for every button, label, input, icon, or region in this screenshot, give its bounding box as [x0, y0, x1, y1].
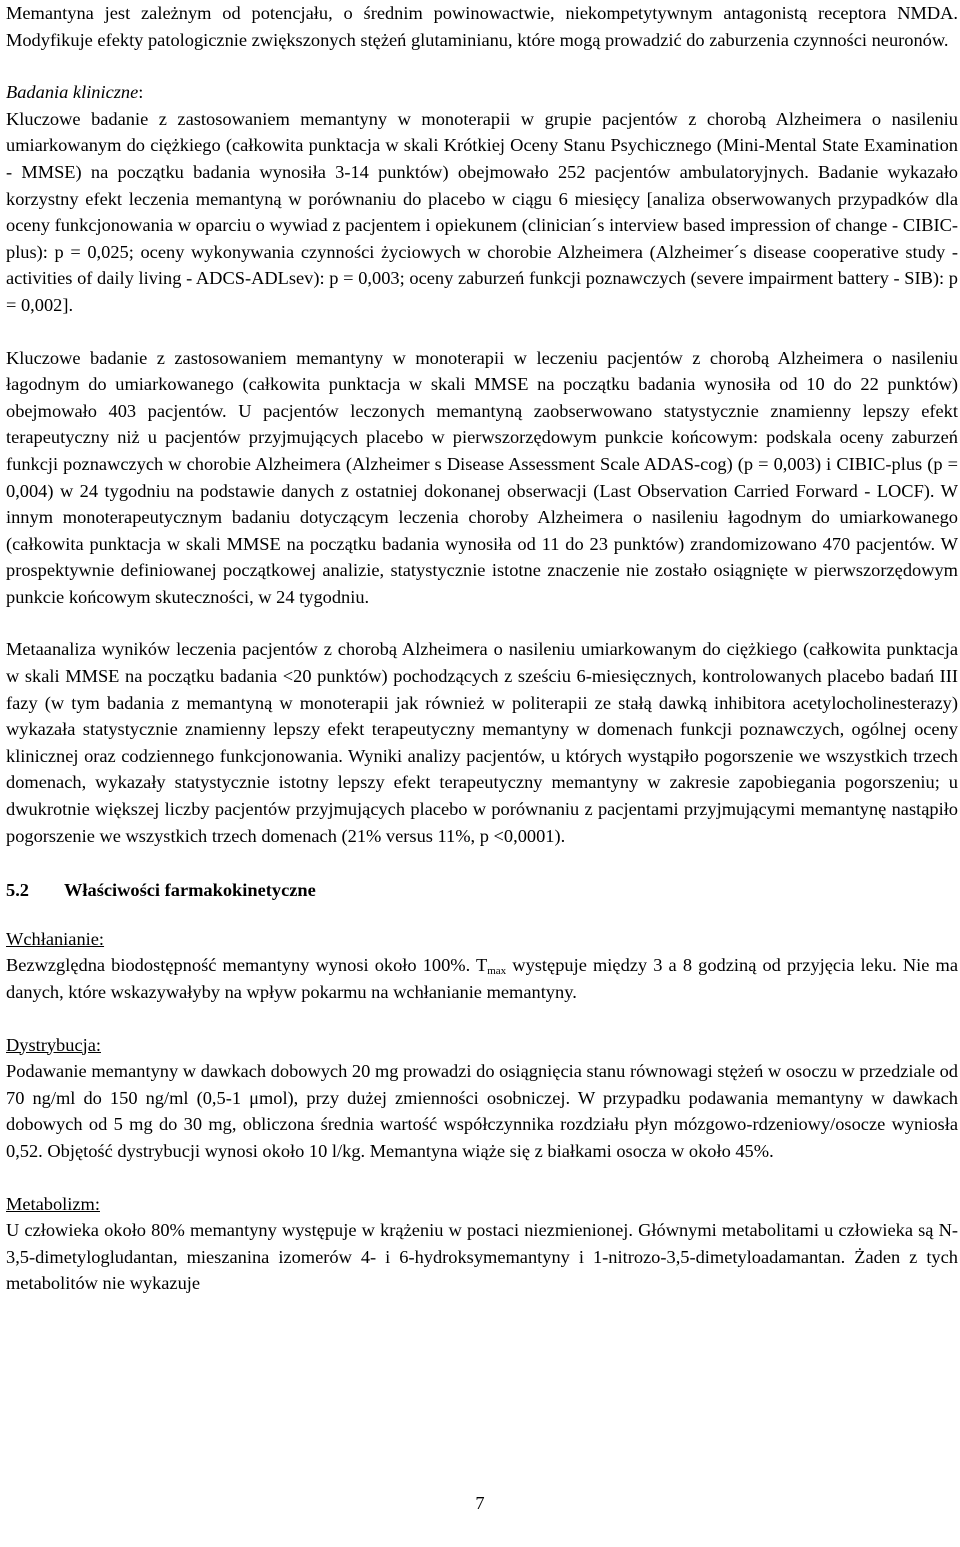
clinical-label: Badania kliniczne [6, 82, 139, 103]
clinical-label-line [6, 79, 958, 106]
section-heading [6, 877, 958, 904]
metabolism-paragraph: U człowieka około 80% memantyny występuje w krążeniu w postaci niezmienionej. Głównymi metabolitami u człowieka są N-3,5-dimetylogludantan, mieszanina izomerów 4- i 6-hydroksymemantyny i 1-nitrozo-3,5-dimetyloadamantan. Żaden z tych metabolitów nie wykazuje [6, 1220, 958, 1294]
absorption-text-1: Bezwzględna biodostępność memantyny wynosi około 100%. T [6, 955, 488, 976]
absorption-label-line [6, 926, 958, 953]
tmax-subscript: max [487, 965, 507, 978]
absorption-label: Wchłanianie: [6, 928, 105, 949]
page-number: 7 [475, 1493, 485, 1513]
absorption-paragraph [6, 952, 958, 1005]
clinical-paragraph-2: Kluczowe badanie z zastosowaniem memantyny w monoterapii w leczeniu pacjentów z chorobą Alzheimera o nasileniu łagodnym do umiarkowanego (całkowita punktacja w skali MMSE na początku badania wynosiła od 10 do 22 punktów) obejmowało 403 pacjentów. U pacjentów leczonych memantyną zaobserwowano statystycznie znamienny lepszy efekt terapeutyczny niż u pacjentów przyjmujących placebo w pierwszorzędowym punkcie końcowym: podskala oceny zaburzeń funkcji poznawczych w chorobie Alzheimera (Alzheimer s Disease Assessment Scale ADAS-cog) (p = 0,003) i CIBIC-plus (p = 0,004) w 24 tygodniu na podstawie danych z ostatniej dokonanej obserwacji (Last Observation Carried Forward - LOCF). W innym monoterapeutycznym badaniu dotyczącym leczenia choroby Alzheimera o nasileniu łagodnym do umiarkowanego (całkowita punktacja w skali MMSE na początku badania wynosiła od 11 do 23 punktów) zrandomizowano 470 pacjentów. W prospektywnie definiowanej początkowej analizie, statystycznie istotne znaczenie nie zostało osiągnięte w pierwszorzędowym punkcie końcowym skuteczności, w 24 tygodniu. [6, 347, 958, 607]
metabolism-label-line [6, 1191, 958, 1218]
document-page [6, 0, 958, 1297]
section-title: Właściwości farmakokinetyczne [64, 880, 316, 901]
clinical-paragraph-3: Metaanaliza wyników leczenia pacjentów z chorobą Alzheimera o nasileniu umiarkowanym do ciężkiego (całkowita punktacja w skali MMSE na początku badania <20 punktów) pochodzących z sześciu 6-miesięcznych, kontrolowanych placebo badań III fazy (w tym badania z memantyną w monoterapii jak również w politerapii ze stałą dawką inhibitora acetylocholinesterazy) wykazała statystycznie znamienny lepszy efekt terapeutyczny memantyny w domenach funkcji poznawczych, ogólnej oceny klinicznej oraz codziennego funkcjonowania. Wyniki analizy pacjentów, u których wystąpiło pogorszenie we wszystkich trzech domenach, wykazały statystycznie istotny lepszy efekt terapeutyczny memantyny w zakresie zapobiegania pogorszeniu; u dwukrotnie większej liczby pacjentów przyjmujących placebo w porównaniu z pacjentami przyjmującymi memantynę nastąpiło pogorszenie we wszystkich trzech domenach (21% versus 11%, p <0,0001). [6, 639, 958, 846]
absorption-text-2: występuje między 3 a 8 godziną od przyjęcia leku. Nie ma danych, które wskazywałyby na wpływ pokarmu na wchłanianie memantyny. [6, 955, 958, 1002]
distribution-label: Dystrybucja: [6, 1034, 101, 1055]
distribution-paragraph: Podawanie memantyny w dawkach dobowych 20 mg prowadzi do osiągnięcia stanu równowagi stężeń w osoczu w przedziale od 70 ng/ml do 150 ng/ml (0,5-1 μmol), przy dużej zmienności osobniczej. W przypadku podawania memantyny w dawkach dobowych od 5 mg do 30 mg, obliczona średnia wartość współczynnika rozdziału płyn mózgowo-rdzeniowy/osocze wyniosła 0,52. Objętość dystrybucji wynosi około 10 l/kg. Memantyna wiąże się z białkami osocza w około 45%. [6, 1061, 958, 1161]
clinical-label-suffix: : [138, 82, 144, 103]
metabolism-label: Metabolizm: [6, 1193, 100, 1214]
intro-paragraph: Memantyna jest zależnym od potencjału, o średnim powinowactwie, niekompetytywnym antagonistą receptora NMDA. Modyfikuje efekty patologicznie zwiększonych stężeń glutaminianu, które mogą prowadzić do zaburzenia czynności neuronów. [6, 3, 958, 50]
clinical-paragraph-1: Kluczowe badanie z zastosowaniem memantyny w monoterapii w grupie pacjentów z chorobą Alzheimera o nasileniu umiarkowanym do ciężkiego (całkowita punktacja w skali Krótkiej Oceny Stanu Psychicznego (Mini-Mental State Examination - MMSE) na początku badania wynosiła 3-14 punktów) obejmowało 252 pacjentów ambulatoryjnych. Badanie wykazało korzystny efekt leczenia memantyną w porównaniu do placebo w ciągu 6 miesięcy [analiza obserwowanych przypadków dla oceny funkcjonowania w oparciu o wywiad z pacjentem i opiekunem (clinician´s interview based impression of change - CIBIC- plus): p = 0,025; oceny wykonywania czynności życiowych w chorobie Alzheimera (Alzheimer´s disease cooperative study - activities of daily living - ADCS-ADLsev): p = 0,003; oceny zaburzeń funkcji poznawczych (severe impairment battery - SIB): p = 0,002]. [6, 108, 958, 315]
section-number: 5.2 [6, 880, 29, 901]
distribution-label-line [6, 1032, 958, 1059]
